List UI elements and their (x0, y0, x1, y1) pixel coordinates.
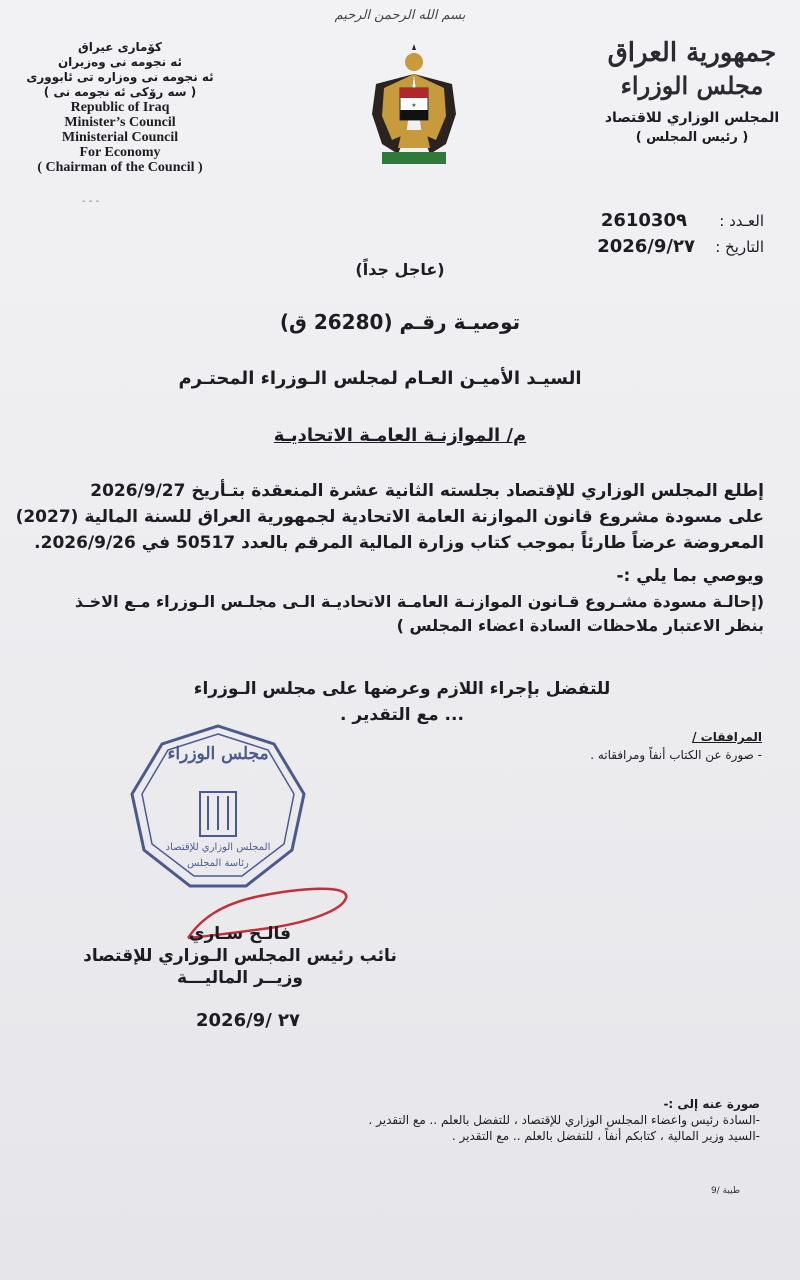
english-line-4: For Economy (79, 145, 161, 160)
kurdish-line-1: كۆمارى عيراق (78, 40, 162, 54)
small-mark: - - - (82, 196, 100, 207)
economic-council: المجلس الوزاري للاقتصاد (604, 110, 780, 126)
reference-number (544, 210, 764, 231)
stamp-line-2: رئاسة المجلس (187, 858, 249, 869)
urgency-label: (عاجل جداً) (355, 260, 445, 279)
signatory (60, 924, 420, 988)
english-line-2: Minister’s Council (64, 115, 176, 130)
signatory-title-1: نائب رئيس المجلس الـوزاري للإقتصاد (83, 946, 397, 966)
council-chairman: ( رئيس المجلس ) (635, 130, 749, 145)
closing (142, 676, 662, 728)
signatory-name: فالـح سـاري (188, 924, 292, 944)
signatory-title-2: وزيــر الماليـــة (177, 968, 303, 988)
attachments (462, 730, 762, 762)
svg-text:★: ★ (411, 102, 417, 109)
recommend-line-1: (إحالـة مسودة مشـروع قـانون الموازنـة العامـة الاتحاديـة الـى مجلـس الـوزراء مـع الاخـذ (74, 592, 764, 611)
english-line-5: ( Chairman of the Council ) (37, 160, 203, 175)
iraq-eagle-emblem-icon (368, 44, 460, 168)
carbon-copy (240, 1096, 760, 1144)
attachments-item: - صورة عن الكتاب أنفاً ومرافقاته . (590, 748, 762, 762)
left-letterhead (20, 40, 220, 175)
basmala: بسم الله الرحمن الرحيم (334, 8, 466, 23)
recommend-line-2: بنظر الاعتبار ملاحظات السادة اعضاء المجلس ) (396, 616, 764, 635)
paragraph-line-1: إطلع المجلس الوزاري للإقتصاد بجلسته الثانية عشرة المنعقدة بتـأريخ 2026/9/27 (90, 481, 764, 501)
english-line-3: Ministerial Council (61, 130, 179, 145)
right-letterhead (592, 36, 792, 145)
paragraph-line-2: على مسودة مشروع قانون الموازنة العامة الاتحادية لجمهورية العراق للسنة المالية (2027) (15, 507, 764, 527)
recommendation-number: توصيـة رقـم (26280 ق) (279, 310, 521, 334)
council-calligraphy: مجلس الوزراء (620, 71, 764, 100)
paragraph-line-3: المعروضة عرضاً طارئاً بموجب كتاب وزارة المالية المرقم بالعدد 50517 في 2026/9/26. (34, 533, 764, 553)
official-stamp (128, 722, 308, 892)
date-value: 2026/9/٢٧ (597, 236, 695, 257)
number-label: العـدد : (719, 212, 764, 230)
english-line-1: Republic of Iraq (70, 100, 170, 115)
stamp-line-1: المجلس الوزاري للإقتصاد (165, 842, 271, 853)
recommend-intro: ويوصي بما يلي :- (616, 566, 764, 586)
closing-line-1: للتفضل بإجراء اللازم وعرضها على مجلس الـوزراء (193, 679, 611, 699)
kurdish-line-3: ئه نجومه نى وه‌زاره تى ئابوورى (26, 70, 214, 84)
number-value: 261030٩ (600, 210, 687, 231)
date-label: التاريخ : (715, 238, 764, 256)
reference-date (544, 236, 764, 257)
closing-line-2: ... مع التقدير . (340, 705, 464, 725)
kurdish-line-2: ئه نجومه نى وه‌زيران (57, 55, 183, 69)
subject: م/ الموازنـة العامـة الاتحاديـة (273, 425, 527, 446)
body-paragraph (15, 478, 764, 556)
stamp-top-text: مجلس الوزراء (167, 744, 269, 764)
recommend-text (14, 590, 764, 638)
cc-item-1: -السادة رئيس واعضاء المجلس الوزاري للإقتصاد ، للتفضل بالعلم .. مع التقدير . (368, 1113, 760, 1127)
kurdish-line-4: ( سه رۆكى ئه نجومه نى ) (43, 85, 197, 99)
cc-item-2: -السيد وزير المالية ، كتابكم أنفاً ، للتفضل بالعلم .. مع التقدير . (451, 1129, 760, 1143)
addressee: السيـد الأميـن العـام لمجلس الـوزراء المحتـرم (178, 368, 582, 389)
footer-code: طيبة /9 (710, 1186, 740, 1196)
cc-title: صورة عنه إلى :- (663, 1097, 760, 1111)
signature-date: 2026/9/ ٢٧ (196, 1010, 301, 1031)
attachments-title: المرافقات / (692, 730, 762, 744)
republic-calligraphy: جمهورية العراق (607, 38, 777, 68)
